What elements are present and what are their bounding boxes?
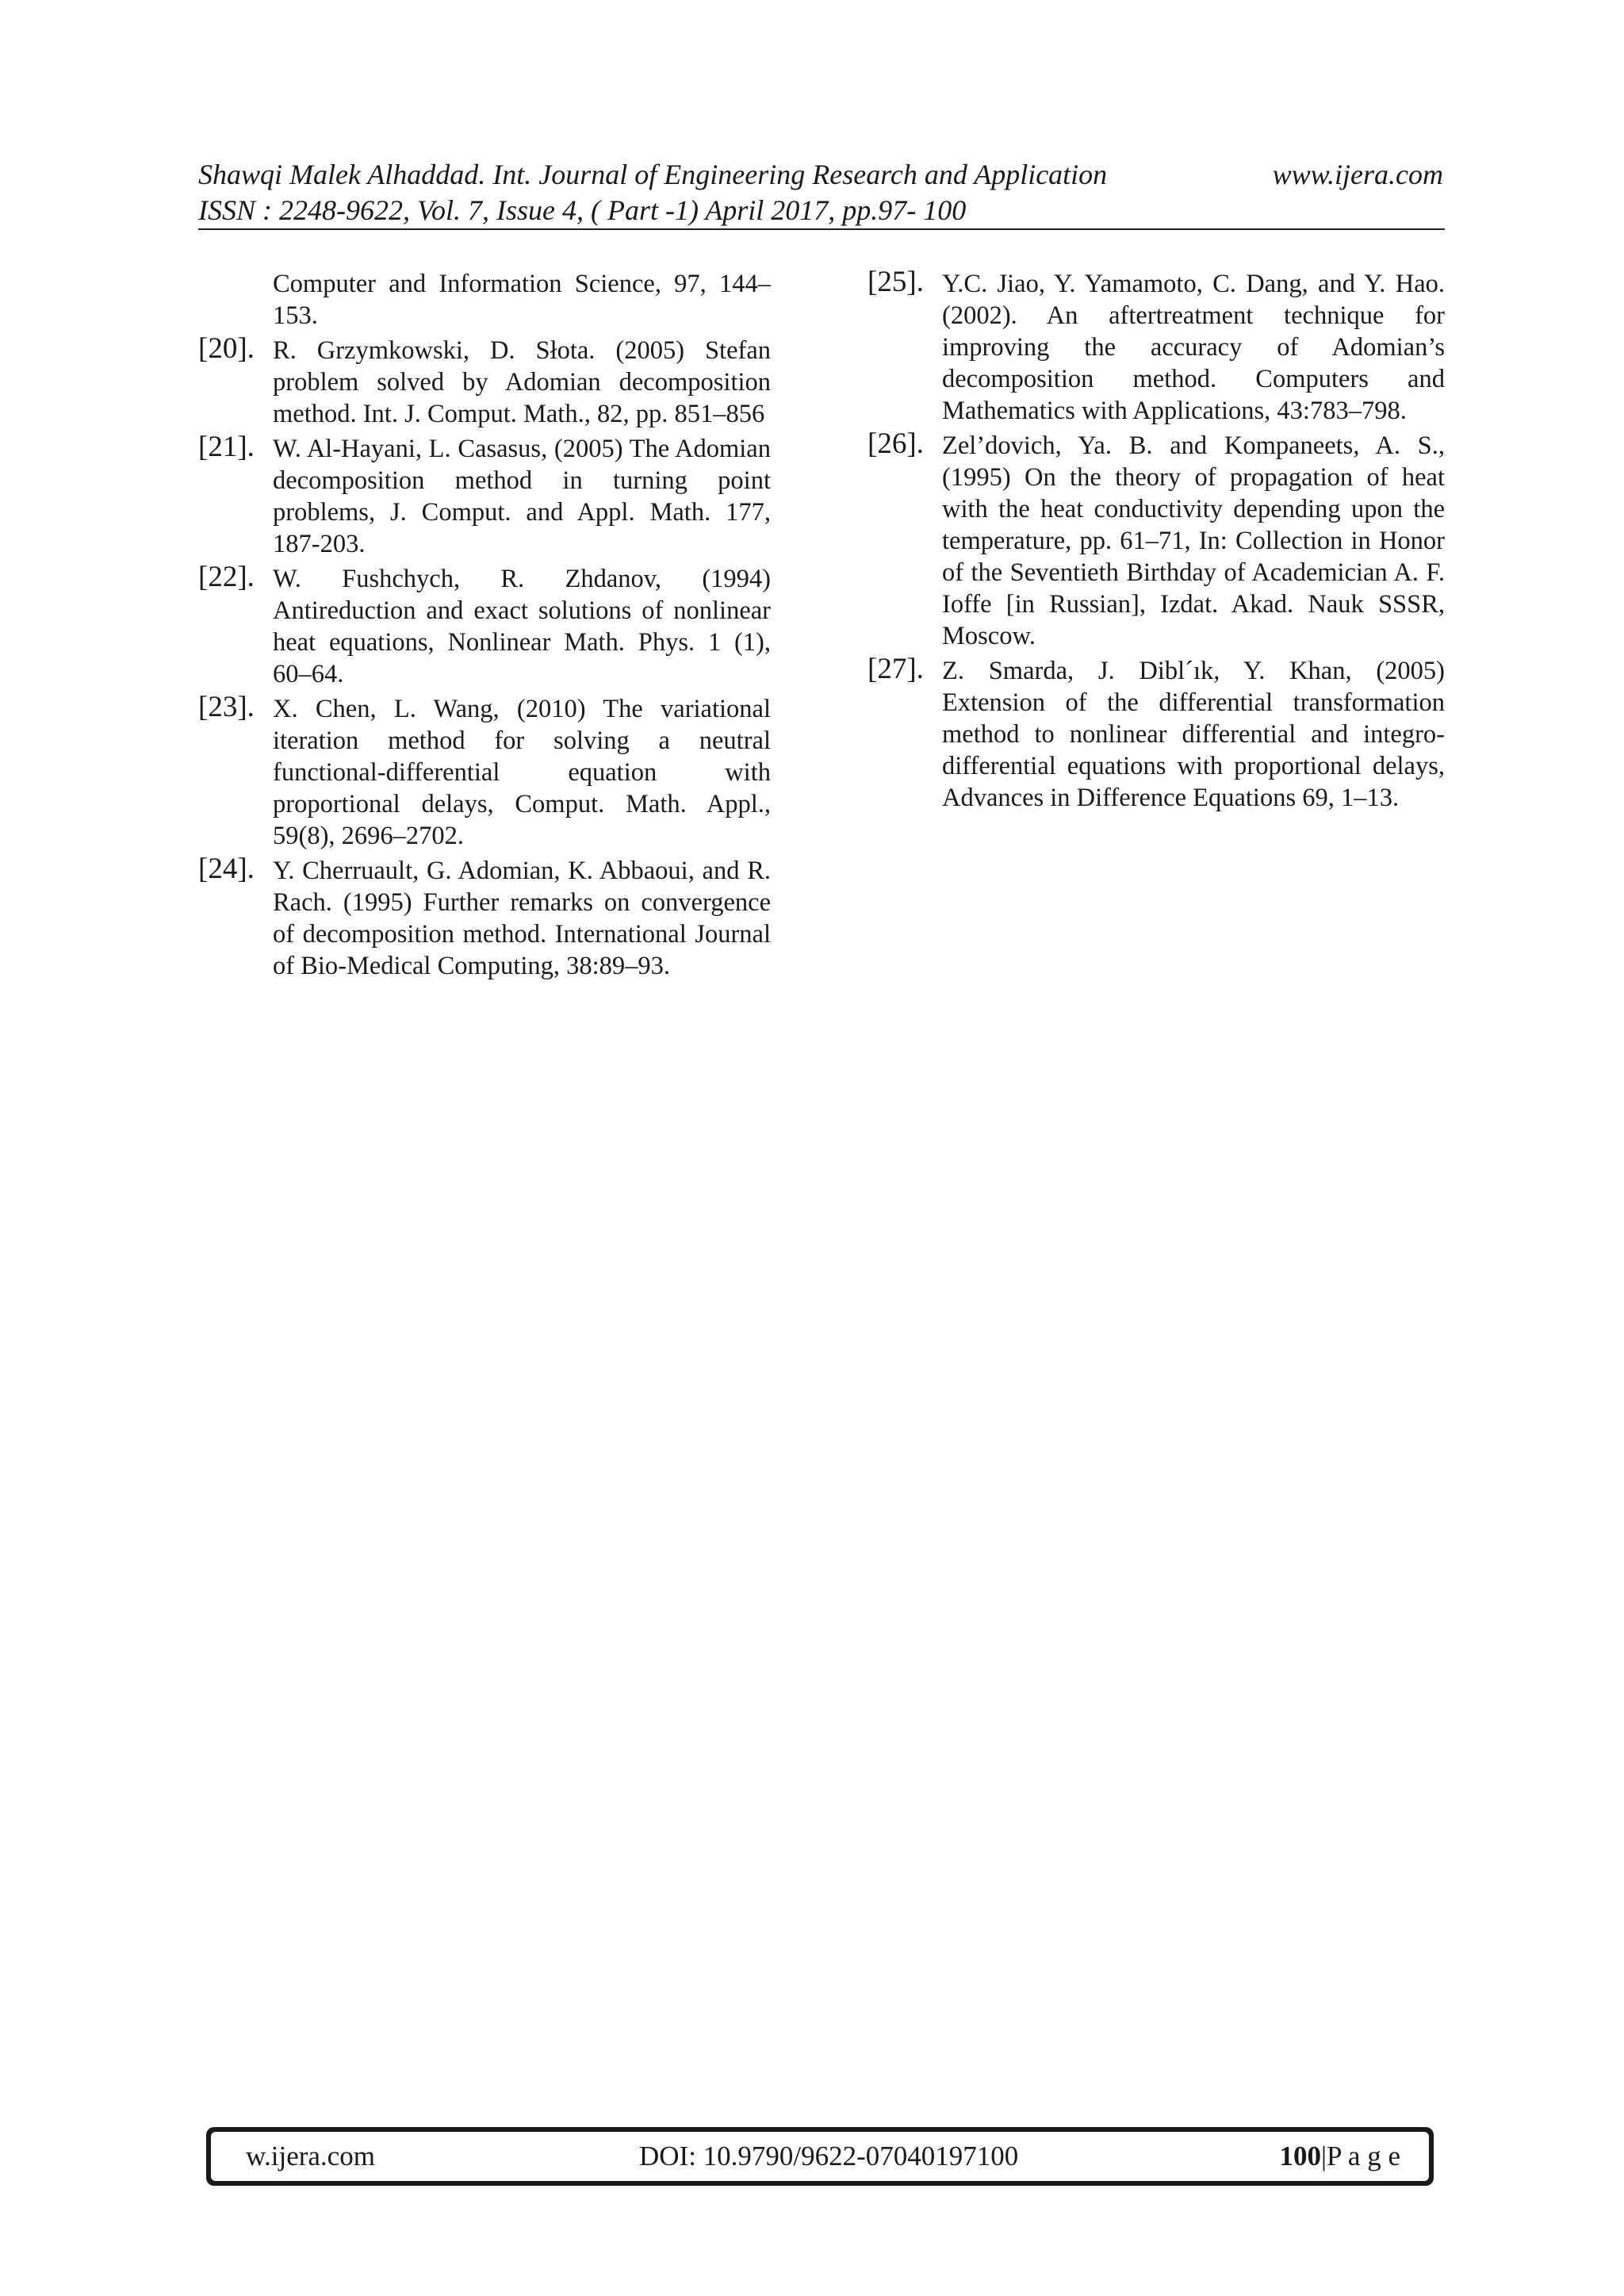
footer-doi: DOI: 10.9790/9622-07040197100 <box>639 2141 1019 2171</box>
header-issn: ISSN : 2248-9622, Vol. 7, Issue 4, ( Part -1) April 2017, pp.97- 100 <box>198 194 967 226</box>
reference-item <box>198 693 771 852</box>
page-label: |P a g e <box>1321 2141 1400 2171</box>
reference-item <box>198 433 771 560</box>
reference-number: [20]. <box>198 332 255 365</box>
reference-number: [23]. <box>198 691 255 723</box>
reference-text: Y.C. Jiao, Y. Yamamoto, C. Dang, and Y. Hao. (2002). An aftertreatment technique for improving the accuracy of Adomian’s decomposition method. Computers and Mathematics with Applications, 43:783–798. <box>942 270 1445 425</box>
reference-text: X. Chen, L. Wang, (2010) The variational iteration method for solving a neutral functional-differential equation with proportional delays, Comput. Math. Appl., 59(8), 2696–2702. <box>273 695 771 850</box>
page-footer <box>206 2127 1434 2186</box>
running-header <box>198 157 1443 228</box>
reference-text: W. Fushchych, R. Zhdanov, (1994) Antireduction and exact solutions of nonlinear heat equations, Nonlinear Math. Phys. 1 (1), 60–64. <box>273 565 771 688</box>
reference-item <box>198 332 771 430</box>
reference-item <box>868 427 1445 652</box>
reference-text: Zel’dovich, Ya. B. and Kompaneets, A. S., (1995) On the theory of propagation of heat with the heat conductivity depending upon the temperature, pp. 61–71, In: Collection in Honor of the Seventieth Birthday of Academician A. F. Ioffe [in Russian], Izdat. Akad. Nauk SSSR, Moscow. <box>942 431 1445 650</box>
reference-text: Y. Cherruault, G. Adomian, K. Abbaoui, and R. Rach. (1995) Further remarks on convergence of decomposition method. International Journal of Bio-Medical Computing, 38:89–93. <box>273 857 771 980</box>
reference-number: [26]. <box>868 427 924 460</box>
reference-number: [21]. <box>198 431 255 463</box>
header-divider <box>198 228 1445 230</box>
reference-text: R. Grzymkowski, D. Słota. (2005) Stefan problem solved by Adomian decomposition method. Int. J. Comput. Math., 82, pp. 851–856 <box>273 336 771 428</box>
reference-text: Computer and Information Science, 97, 144–153. <box>273 270 771 330</box>
reference-text: W. Al-Hayani, L. Casasus, (2005) The Adomian decomposition method in turning point problems, J. Comput. and Appl. Math. 177, 187-203. <box>273 435 771 558</box>
header-citation: Shawqi Malek Alhaddad. Int. Journal of Engineering Research and Application <box>198 159 1108 190</box>
header-line-1 <box>198 157 1443 193</box>
footer-box <box>211 2132 1429 2181</box>
reference-item <box>198 563 771 690</box>
reference-item <box>868 268 1445 427</box>
reference-item <box>198 268 771 332</box>
references-left-column <box>198 268 771 985</box>
reference-number: [24]. <box>198 853 255 885</box>
reference-number: [27]. <box>868 653 924 685</box>
reference-item <box>198 855 771 982</box>
footer-page-indicator <box>1280 2141 1401 2172</box>
reference-number: [25]. <box>868 266 924 298</box>
references-right-column <box>868 268 1445 817</box>
reference-item <box>868 655 1445 814</box>
page-number: 100 <box>1279 2141 1321 2171</box>
footer-website[interactable]: w.ijera.com <box>246 2141 375 2171</box>
header-website[interactable]: www.ijera.com <box>1272 159 1443 190</box>
reference-text: Z. Smarda, J. Dibl´ık, Y. Khan, (2005) Extension of the differential transformation method to nonlinear differential and integro-differential equations with proportional delays, Advances in Difference Equations 69, 1–13. <box>942 657 1445 812</box>
reference-number: [22]. <box>198 561 255 593</box>
